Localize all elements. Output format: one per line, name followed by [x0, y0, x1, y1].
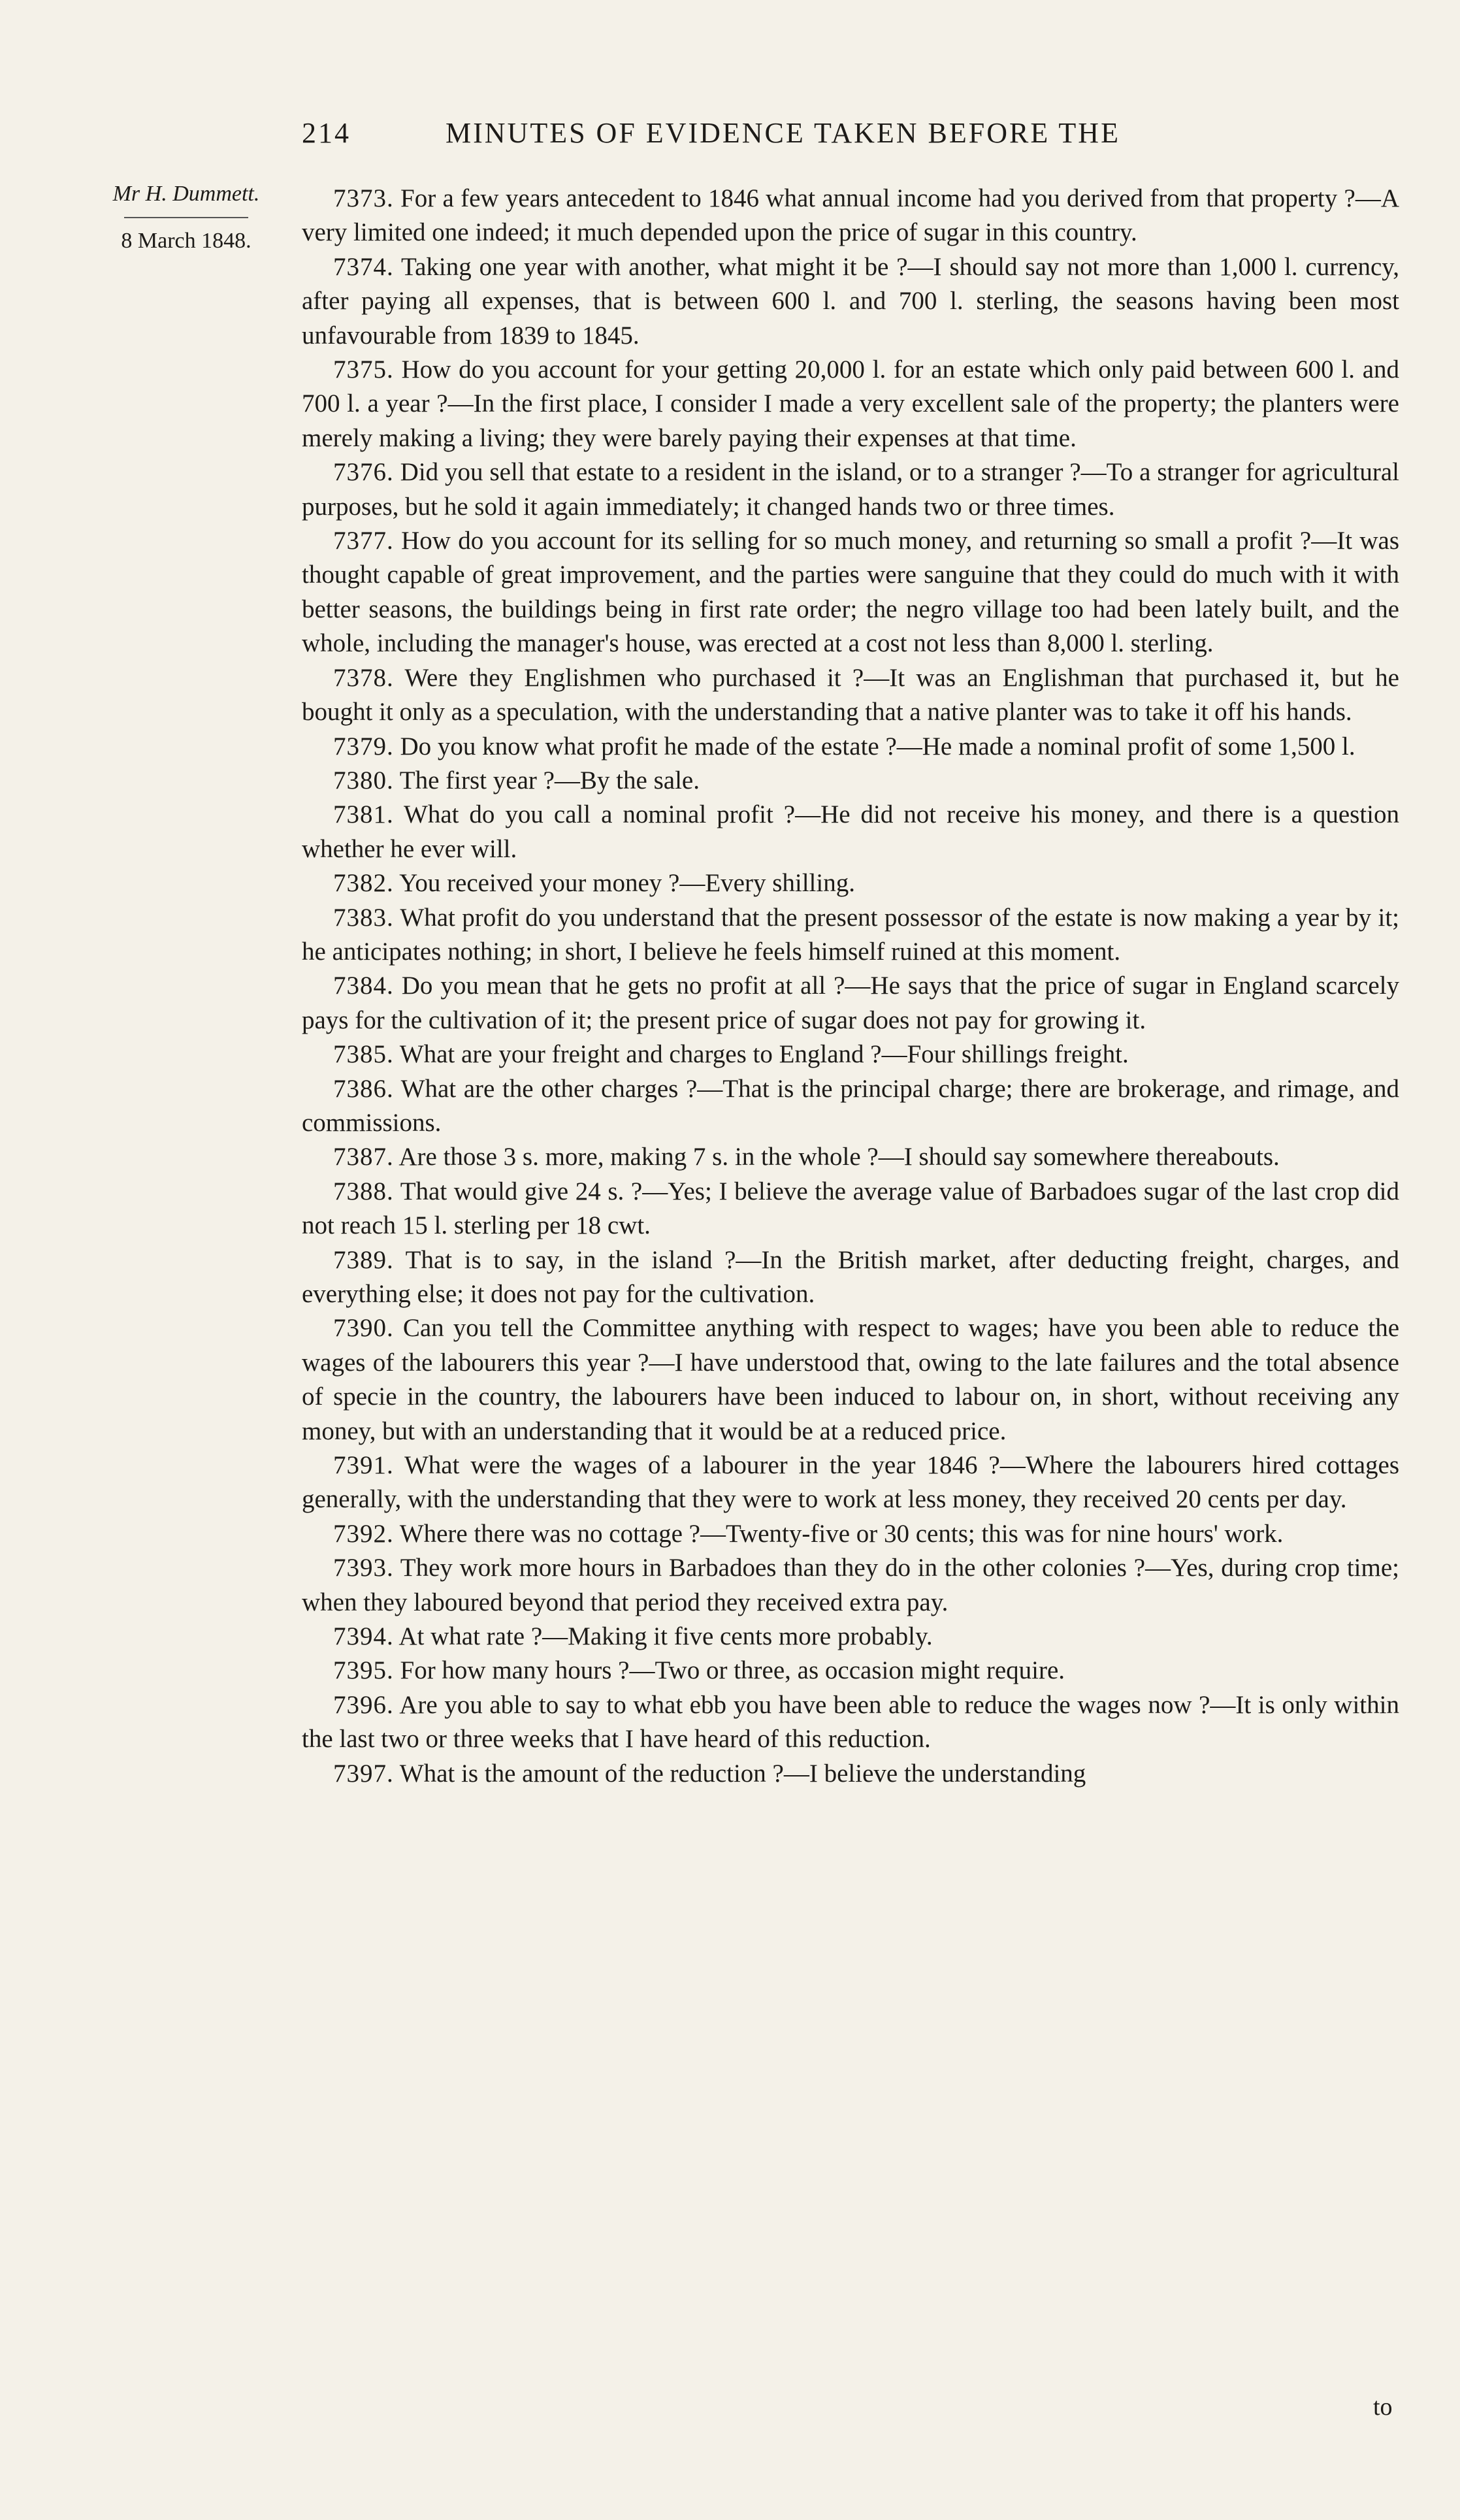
question-number: 7390.	[333, 1314, 394, 1343]
question-number: 7387.	[333, 1143, 394, 1171]
question-paragraph	[302, 1140, 1399, 1174]
question-paragraph	[302, 1620, 1399, 1654]
question-number: 7396.	[333, 1690, 394, 1719]
question-number: 7397.	[333, 1759, 394, 1788]
question-number: 7378.	[333, 663, 394, 692]
question-number: 7388.	[333, 1177, 394, 1205]
question-number: 7391.	[333, 1451, 394, 1480]
question-paragraph	[302, 250, 1399, 353]
question-number: 7383.	[333, 903, 394, 932]
question-paragraph	[302, 866, 1399, 900]
question-paragraph	[302, 1243, 1399, 1312]
session-date: 8 March 1848.	[121, 229, 251, 253]
question-number: 7379.	[333, 732, 394, 761]
question-text: You received your money ?—Every shilling.	[399, 869, 855, 898]
question-paragraph	[302, 1551, 1399, 1620]
running-head	[302, 116, 1399, 155]
question-number: 7395.	[333, 1656, 394, 1685]
question-number: 7386.	[333, 1074, 394, 1103]
question-number: 7380.	[333, 766, 394, 794]
question-text: What were the wages of a labourer in the year 1846 ?—Where the labourers hired cottages generally, with the understanding that they were to work at less money, they received 20 cents per day.	[302, 1451, 1400, 1514]
question-number: 7394.	[333, 1622, 394, 1651]
question-number: 7382.	[333, 869, 394, 898]
question-text: For a few years antecedent to 1846 what annual income had you derived from that property ?—A very limited one indeed; it much depended upon the price of sugar in this country.	[302, 184, 1399, 247]
question-paragraph	[302, 764, 1399, 798]
margin-note	[85, 182, 287, 254]
page-number: 214	[302, 117, 351, 149]
question-text: What are the other charges ?—That is the principal charge; there are brokerage, and rimage, and commissions.	[302, 1074, 1399, 1137]
witness-name: Mr H. Dummett.	[112, 182, 260, 206]
margin-rule	[124, 217, 248, 218]
question-number: 7384.	[333, 972, 394, 1000]
question-number: 7385.	[333, 1040, 394, 1069]
question-paragraph	[302, 798, 1399, 866]
question-paragraph	[302, 1038, 1399, 1072]
evidence-text	[302, 182, 1399, 1791]
question-paragraph	[302, 1654, 1399, 1688]
question-paragraph	[302, 1072, 1399, 1141]
catchword: to	[1373, 2393, 1393, 2421]
question-text: Are you able to say to what ebb you have been able to reduce the wages now ?—It is only within the last two or three weeks that I have heard of this reduction.	[302, 1690, 1399, 1754]
question-text: What are your freight and charges to England ?—Four shillings freight.	[399, 1040, 1129, 1069]
question-paragraph	[302, 455, 1399, 524]
question-paragraph	[302, 182, 1399, 250]
question-text: Can you tell the Committee anything with respect to wages; have you been able to reduce the wages of the labourers this year ?—I have understood that, owing to the late failures and the total absence of specie in the country, the labourers have been induced to labour on, in short, without receiving any money, but with an understanding that it would be at a reduced price.	[302, 1314, 1400, 1445]
question-text: That would give 24 s. ?—Yes; I believe the average value of Barbadoes sugar of the last crop did not reach 15 l. sterling per 18 cwt.	[302, 1177, 1399, 1240]
question-text: How do you account for its selling for so much money, and returning so small a profit ?—It was thought capable of great improvement, and the parties were sanguine that they could do much with it with better seasons, the buildings being in first rate order; the negro village too had been lately built, and the whole, including the manager's house, was erected at a cost not less than 8,000 l. sterling.	[302, 527, 1400, 658]
question-paragraph	[302, 1311, 1399, 1448]
question-text: Do you mean that he gets no profit at all ?—He says that the price of sugar in England scarcely pays for the cultivation of it; the present price of sugar does not pay for growing it.	[302, 972, 1400, 1034]
question-number: 7389.	[333, 1245, 394, 1274]
question-paragraph	[302, 1757, 1399, 1791]
question-number: 7377.	[333, 527, 394, 555]
question-text: They work more hours in Barbadoes than they do in the other colonies ?—Yes, during crop time; when they laboured beyond that period they received extra pay.	[302, 1554, 1399, 1616]
question-paragraph	[302, 1448, 1399, 1517]
question-number: 7376.	[333, 458, 394, 487]
question-text: Were they Englishmen who purchased it ?—It was an Englishman that purchased it, but he bought it only as a speculation, with the understanding that a native planter was to take it off his hands.	[302, 663, 1399, 727]
question-paragraph	[302, 661, 1399, 730]
question-text: Do you know what profit he made of the estate ?—He made a nominal profit of some 1,500 l.	[400, 732, 1355, 761]
question-text: What do you call a nominal profit ?—He did not receive his money, and there is a question whether he ever will.	[302, 800, 1399, 863]
question-paragraph	[302, 353, 1399, 455]
question-text: Did you sell that estate to a resident in the island, or to a stranger ?—To a stranger for agricultural purposes, but he sold it again immediately; it changed hands two or three times.	[302, 458, 1399, 521]
question-number: 7381.	[333, 800, 394, 829]
question-paragraph	[302, 1688, 1399, 1757]
question-text: That is to say, in the island ?—In the British market, after deducting freight, charges, and everything else; it does not pay for the cultivation.	[302, 1245, 1399, 1308]
question-text: What is the amount of the reduction ?—I believe the understanding	[399, 1759, 1086, 1788]
question-text: What profit do you understand that the present possessor of the estate is now making a year by it; he anticipates nothing; in short, I believe he feels himself ruined at this moment.	[302, 903, 1400, 966]
question-text: Are those 3 s. more, making 7 s. in the whole ?—I should say somewhere thereabouts.	[398, 1143, 1280, 1171]
question-number: 7392.	[333, 1519, 394, 1548]
question-number: 7393.	[333, 1554, 394, 1582]
question-number: 7374.	[333, 252, 394, 281]
question-paragraph	[302, 901, 1399, 970]
question-number: 7373.	[333, 184, 394, 212]
question-text: At what rate ?—Making it five cents more probably.	[398, 1622, 933, 1651]
question-paragraph	[302, 524, 1399, 661]
question-paragraph	[302, 1517, 1399, 1551]
question-paragraph	[302, 1175, 1399, 1243]
question-paragraph	[302, 969, 1399, 1038]
running-title: MINUTES OF EVIDENCE TAKEN BEFORE THE	[446, 117, 1120, 149]
question-text: Taking one year with another, what might it be ?—I should say not more than 1,000 l. currency, after paying all expenses, that is between 600 l. and 700 l. sterling, the seasons having been most unfavourable from 1839 to 1845.	[302, 252, 1400, 350]
question-number: 7375.	[333, 355, 394, 384]
question-paragraph	[302, 730, 1399, 764]
question-text: The first year ?—By the sale.	[399, 766, 700, 794]
question-text: Where there was no cottage ?—Twenty-five or 30 cents; this was for nine hours' work.	[399, 1519, 1284, 1548]
question-text: For how many hours ?—Two or three, as occasion might require.	[400, 1656, 1065, 1685]
question-text: How do you account for your getting 20,000 l. for an estate which only paid between 600 l. and 700 l. a year ?—In the first place, I consider I made a very excellent sale of the property; the planters were merely making a living; they were barely paying their expenses at that time.	[302, 355, 1400, 452]
